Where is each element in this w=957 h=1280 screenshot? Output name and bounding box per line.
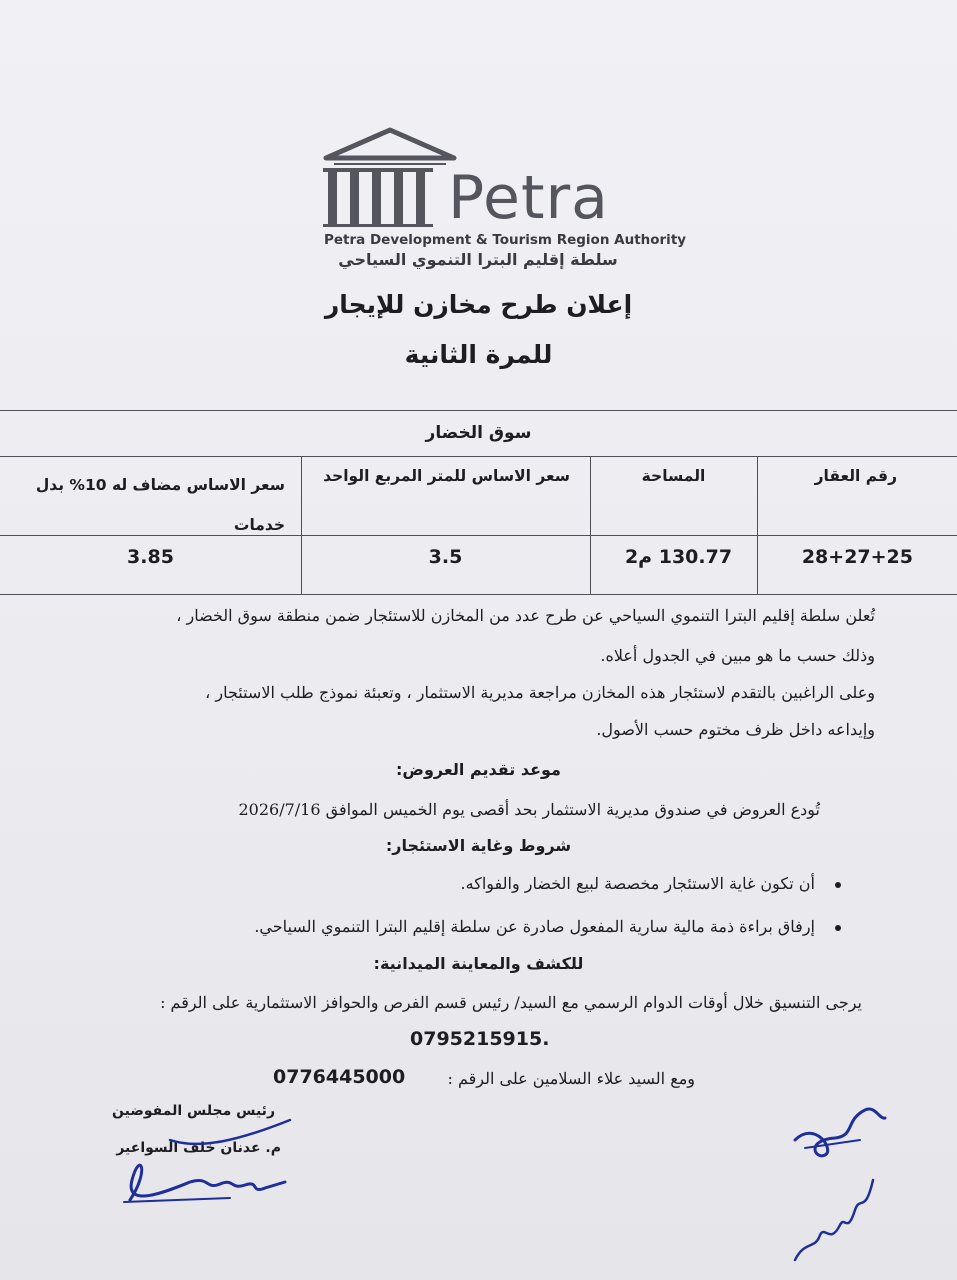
signer-name: م. عدنان خلف السواعير: [116, 1140, 281, 1156]
signer-role: رئيس مجلس المفوضين: [112, 1103, 275, 1119]
cell-base-price: 3.5: [428, 546, 463, 568]
announcement-title: إعلان طرح مخازن للإيجار: [324, 290, 633, 319]
list-item: [461, 874, 815, 893]
petra-logo: [320, 124, 687, 274]
conditions-heading: شروط وغاية الاستئجار:: [385, 836, 572, 855]
deadline-text: تُودع العروض في صندوق مديرية الاستثمار بحد أقصى يوم الخميس الموافق 2026/7/16: [238, 800, 820, 819]
condition-text: أن تكون غاية الاستئجار مخصصة لبيع الخضار والفواكه.: [460, 874, 815, 893]
contact-2-text: ومع السيد علاء السلامين على الرقم :: [447, 1069, 695, 1088]
cell-price-with-services: 3.85: [127, 546, 174, 568]
header-base-price: سعر الاساس للمتر المربع الواحد: [323, 467, 570, 485]
logo-brand-word: Petra: [448, 163, 609, 233]
cell-property-no: 28+27+25: [801, 546, 913, 568]
bullet-icon: [835, 925, 841, 931]
signature-left-icon: [110, 1110, 310, 1220]
phone-number-2: 0776445000: [273, 1066, 406, 1088]
apply-line-1: وعلى الراغبين بالتقدم لاستئجار هذه المخازن مراجعة مديرية الاستثمار ، وتعبئة نموذج طلب الاستئجار ،: [205, 683, 875, 702]
table-market-row: [0, 411, 957, 457]
inspection-heading: للكشف والمعاينة الميدانية:: [373, 954, 584, 973]
header-area: المساحة: [641, 467, 706, 485]
header-price-with-services: سعر الاساس مضاف له 10% بدل خدمات: [35, 476, 285, 534]
header-property-no: رقم العقار: [814, 467, 897, 485]
properties-table: [0, 410, 957, 595]
signature-right-icon: [785, 1100, 895, 1270]
table-row: [0, 536, 957, 594]
deadline-heading: موعد تقديم العروض:: [396, 760, 561, 779]
intro-line-1: تُعلن سلطة إقليم البترا التنموي السياحي عن طرح عدد من المخازن للاستئجار ضمن منطقة سوق الخضار ،: [176, 606, 875, 625]
bullet-icon: [835, 882, 841, 888]
cell-area: 130.77 م2: [624, 546, 733, 568]
logo-english-line: Petra Development & Tourism Region Authority: [324, 232, 687, 248]
announcement-subtitle: للمرة الثانية: [404, 340, 553, 369]
inspection-text: يرجى التنسيق خلال أوقات الدوام الرسمي مع السيد/ رئيس قسم الفرص والحوافز الاستثمارية على الرقم :: [160, 993, 862, 1012]
condition-text: إرفاق براءة ذمة مالية سارية المفعول صادرة عن سلطة إقليم البترا التنموي السياحي.: [254, 917, 815, 936]
intro-line-2: وذلك حسب ما هو مبين في الجدول أعلاه.: [600, 646, 875, 665]
table-header-row: [0, 457, 957, 536]
market-name: سوق الخضار: [425, 423, 532, 443]
apply-line-2: وإيداعه داخل ظرف مختوم حسب الأصول.: [596, 720, 875, 739]
logo-arabic-line: سلطة إقليم البترا التنموي السياحي: [338, 250, 618, 269]
list-item: [254, 917, 815, 936]
phone-number-1: 0795215915.: [410, 1028, 550, 1050]
treasury-columns-icon: [320, 124, 460, 234]
